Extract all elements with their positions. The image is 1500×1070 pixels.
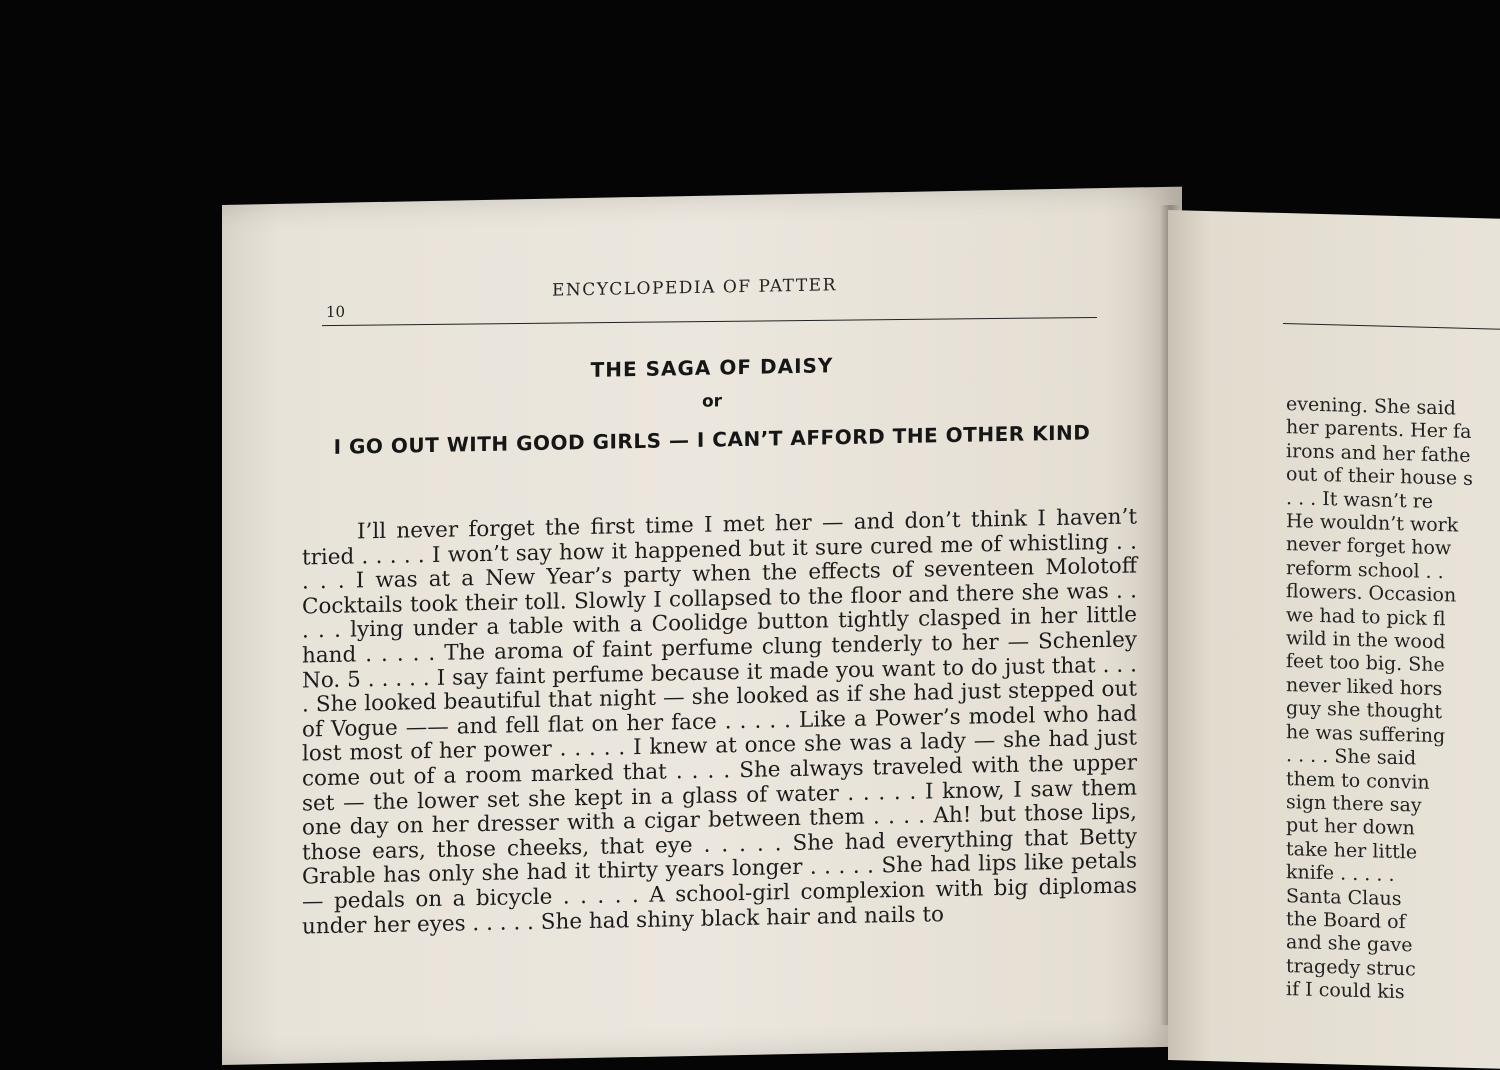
header-rule xyxy=(322,317,1097,326)
right-page-line: . . . It wasn’t re xyxy=(1286,486,1434,513)
right-page-line: them to convin xyxy=(1286,767,1430,794)
right-page-line: if I could kis xyxy=(1286,978,1405,1004)
title-or: or xyxy=(701,391,723,412)
right-page-line: Santa Claus xyxy=(1286,884,1402,910)
running-head: ENCYCLOPEDIA OF PATTER xyxy=(552,275,837,301)
right-page-line: sign there say xyxy=(1286,790,1422,817)
right-page-line: wild in the wood xyxy=(1286,627,1446,654)
story-body: I’ll never forget the first time I met her — and don’t think I haven’t tried . . . . . I won’t say how it happened but it sure cured me of whistling . . . . . I was at a New Year’s party when the effects of seventeen Molotoff Cocktails took their toll. Slowly I collapsed to the floor and there she was . . . . . lying under a table with a Coolidge button tightly clasped in her little hand . . . . . The aroma of faint perfume clung tenderly to her — Schenley No. 5 . . . . . I say faint perfume because it made you want to do just that . . . . She looked beautiful that night — she looked as if she had just stepped out of Vogue —— and fell flat on her face . . . . . Like a Power’s model who had lost most of her power . . . . . I knew at once she was a lady — she had just come out of a room marked that . . . . She always traveled with the upper set — the lower set she kept in a glass of water . . . . . I know, I saw them one day on her dresser with a cigar between them . . . . Ah! but those lips, those ears, those cheeks, that eye . . . . . She had everything that Betty Grable has only she had it thirty years longer . . . . . She had lips like petals — pedals on a bicycle . . . . . A school-girl complexion with big diplomas under her eyes . . . . . She had shiny black hair and nails to xyxy=(302,504,1137,939)
page-number: 10 xyxy=(326,302,346,322)
right-page-line: guy she thought xyxy=(1286,697,1443,724)
right-page-line: . . . . She said xyxy=(1286,744,1417,770)
right-page-line: knife . . . . . xyxy=(1286,861,1395,887)
right-page-line: never liked hors xyxy=(1286,673,1443,701)
right-page xyxy=(1168,210,1500,1069)
right-page-line: put her down xyxy=(1286,814,1415,840)
story-title: THE SAGA OF DAISY xyxy=(590,353,834,382)
right-page-line: He wouldn’t work xyxy=(1286,510,1459,537)
right-page-line: out of their house s xyxy=(1286,463,1473,491)
right-page-line: tragedy struc xyxy=(1286,954,1416,981)
right-page-line: evening. She said xyxy=(1286,393,1456,420)
right-page-line: and she gave xyxy=(1286,931,1413,957)
story-subtitle: I GO OUT WITH GOOD GIRLS — I CAN’T AFFORD THE OTHER KIND xyxy=(333,420,1091,459)
right-page-line: the Board of xyxy=(1286,908,1406,934)
right-page-line: reform school . . xyxy=(1286,556,1444,584)
right-page-line: take her little xyxy=(1286,837,1418,864)
right-page-line: her parents. Her fa xyxy=(1286,416,1472,444)
right-page-line: we had to pick fl xyxy=(1286,603,1446,630)
right-page-line: irons and her fathe xyxy=(1286,439,1471,467)
right-page-line: never forget how xyxy=(1286,533,1452,560)
right-page-line: he was suffering xyxy=(1286,720,1446,747)
right-page-text xyxy=(1286,393,1500,1008)
right-page-line: feet too big. She xyxy=(1286,650,1445,677)
right-header-rule xyxy=(1283,323,1500,331)
left-page xyxy=(222,187,1182,1065)
right-page-line: flowers. Occasion xyxy=(1286,580,1457,607)
page-header xyxy=(322,268,1102,323)
